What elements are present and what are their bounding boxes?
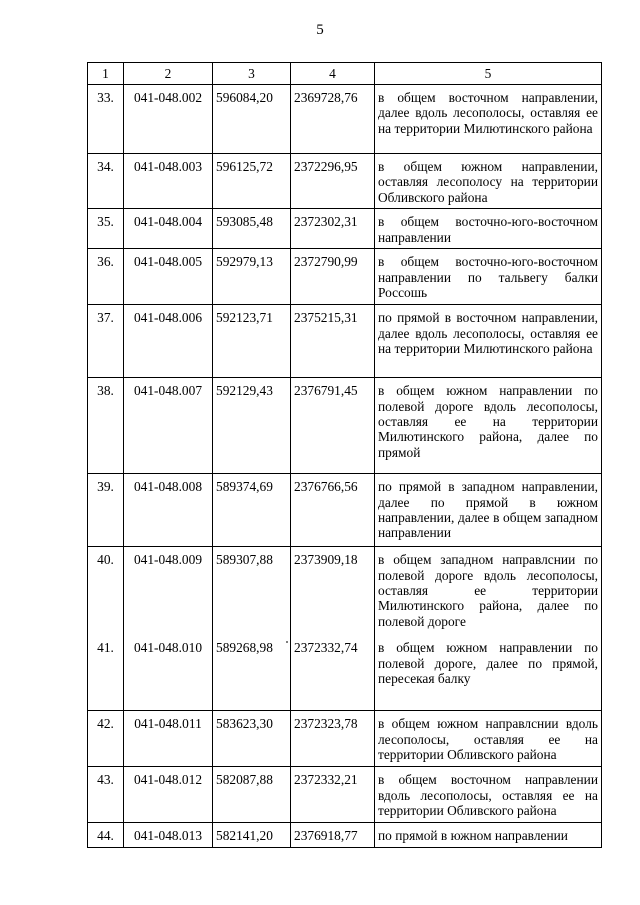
- column-header-description: 5: [375, 63, 602, 85]
- route-description: в общем западном направлснии по полевой дороге вдоль лесополосы, оставляя ее территории Милютинского района, далее по полевой дороге: [378, 552, 598, 629]
- route-description: в общем восточно-юго-восточном направлении: [375, 209, 602, 249]
- route-description: в общем восточно-юго-восточном направлении по тальвегу балки Россошь: [375, 249, 602, 305]
- table-row: [88, 711, 602, 767]
- column-header-x: 3: [213, 63, 291, 85]
- route-description: по прямой в южном направлении: [375, 823, 602, 848]
- route-description: в общем восточном направлении, далее вдоль лесополосы, оставляя ее на территории Милютинского района: [375, 85, 602, 154]
- y-coordinate: 2376791,45: [291, 378, 375, 474]
- table-row: [88, 767, 602, 823]
- route-description: в общем южном направлении, оставляя лесополосу на территории Обливского района: [375, 154, 602, 209]
- x-coordinate: 589307,88: [216, 552, 273, 568]
- point-code: 041-048.006: [124, 305, 213, 378]
- route-description: в общем южном направлении по полевой дороге, далее по прямой, пересекая балку: [378, 640, 598, 687]
- x-coordinate: 593085,48: [213, 209, 291, 249]
- row-number: 34.: [88, 154, 124, 209]
- row-number: 43.: [88, 767, 124, 823]
- point-code: [124, 547, 213, 711]
- row-number: 44.: [88, 823, 124, 848]
- y-coordinate: 2372302,31: [291, 209, 375, 249]
- row-number: 35.: [88, 209, 124, 249]
- y-coordinate: 2369728,76: [291, 85, 375, 154]
- x-coordinate: 582141,20: [213, 823, 291, 848]
- y-coordinate: 2372332,21: [291, 767, 375, 823]
- x-coordinate: 592979,13: [213, 249, 291, 305]
- point-code: 041-048.013: [124, 823, 213, 848]
- row-number: 39.: [88, 474, 124, 547]
- x-coordinate: 582087,88: [213, 767, 291, 823]
- table-row: [88, 378, 602, 474]
- point-code: 041-048.010: [133, 640, 203, 656]
- table-row: [88, 249, 602, 305]
- y-coordinate: 2372332,74: [294, 640, 358, 656]
- point-code: 041-048.004: [124, 209, 213, 249]
- row-number: 36.: [88, 249, 124, 305]
- y-coordinate: 2375215,31: [291, 305, 375, 378]
- x-coordinate: 589374,69: [213, 474, 291, 547]
- y-coordinate: 2372790,99: [291, 249, 375, 305]
- row-number: 33.: [88, 85, 124, 154]
- column-header-number: 1: [88, 63, 124, 85]
- point-code: 041-048.008: [124, 474, 213, 547]
- point-code: 041-048.012: [124, 767, 213, 823]
- point-code: 041-048.007: [124, 378, 213, 474]
- x-coordinate: 596125,72: [213, 154, 291, 209]
- route-description: [375, 547, 602, 711]
- table-row: [88, 209, 602, 249]
- route-description: по прямой в западном направлении, далее по прямой в южном направлении, далее в общем западном направлении: [375, 474, 602, 547]
- y-coordinate: 2373909,18: [294, 552, 358, 568]
- point-code: 041-048.005: [124, 249, 213, 305]
- x-coordinate: 592123,71: [213, 305, 291, 378]
- row-number: [88, 547, 124, 711]
- point-code: 041-048.002: [124, 85, 213, 154]
- table-row: [88, 154, 602, 209]
- table-header-row: [88, 63, 602, 85]
- route-description: по прямой в восточном направлении, далее вдоль лесополосы, оставляя ее на территории Милютинского района: [375, 305, 602, 378]
- table-row: [88, 305, 602, 378]
- column-header-y: 4: [291, 63, 375, 85]
- column-header-code: 2: [124, 63, 213, 85]
- point-code: 041-048.003: [124, 154, 213, 209]
- x-coordinate: 592129,43: [213, 378, 291, 474]
- point-code: 041-048.011: [124, 711, 213, 767]
- row-number: 38.: [88, 378, 124, 474]
- boundary-points-table: [87, 62, 602, 848]
- y-coordinate: 2372296,95: [291, 154, 375, 209]
- table-row: [88, 85, 602, 154]
- y-coordinate: 2376918,77: [291, 823, 375, 848]
- table-row: [88, 823, 602, 848]
- page-number: 5: [316, 22, 324, 38]
- x-coordinate: [213, 547, 291, 711]
- route-description: в общем восточном направлении вдоль лесополосы, оставляя ее на территории Обливского района: [375, 767, 602, 823]
- table-row: [88, 547, 602, 711]
- x-coordinate: 596084,20: [213, 85, 291, 154]
- row-number: 37.: [88, 305, 124, 378]
- row-number: 41.: [97, 640, 114, 656]
- row-number: 40.: [97, 552, 114, 568]
- y-coordinate: [291, 547, 375, 711]
- route-description: в общем южном направлснии вдоль лесополосы, оставляя ее на территории Обливского района: [375, 711, 602, 767]
- x-coordinate: 589268,98: [216, 640, 273, 656]
- table-row: [88, 474, 602, 547]
- point-code: 041-048.009: [133, 552, 203, 568]
- x-coordinate: 583623,30: [213, 711, 291, 767]
- y-coordinate: 2376766,56: [291, 474, 375, 547]
- route-description: в общем южном направлении по полевой дороге вдоль лесополосы, оставляя ее на территории Милютинского района, далее по прямой: [375, 378, 602, 474]
- scan-speck: [286, 641, 288, 643]
- row-number: 42.: [88, 711, 124, 767]
- y-coordinate: 2372323,78: [291, 711, 375, 767]
